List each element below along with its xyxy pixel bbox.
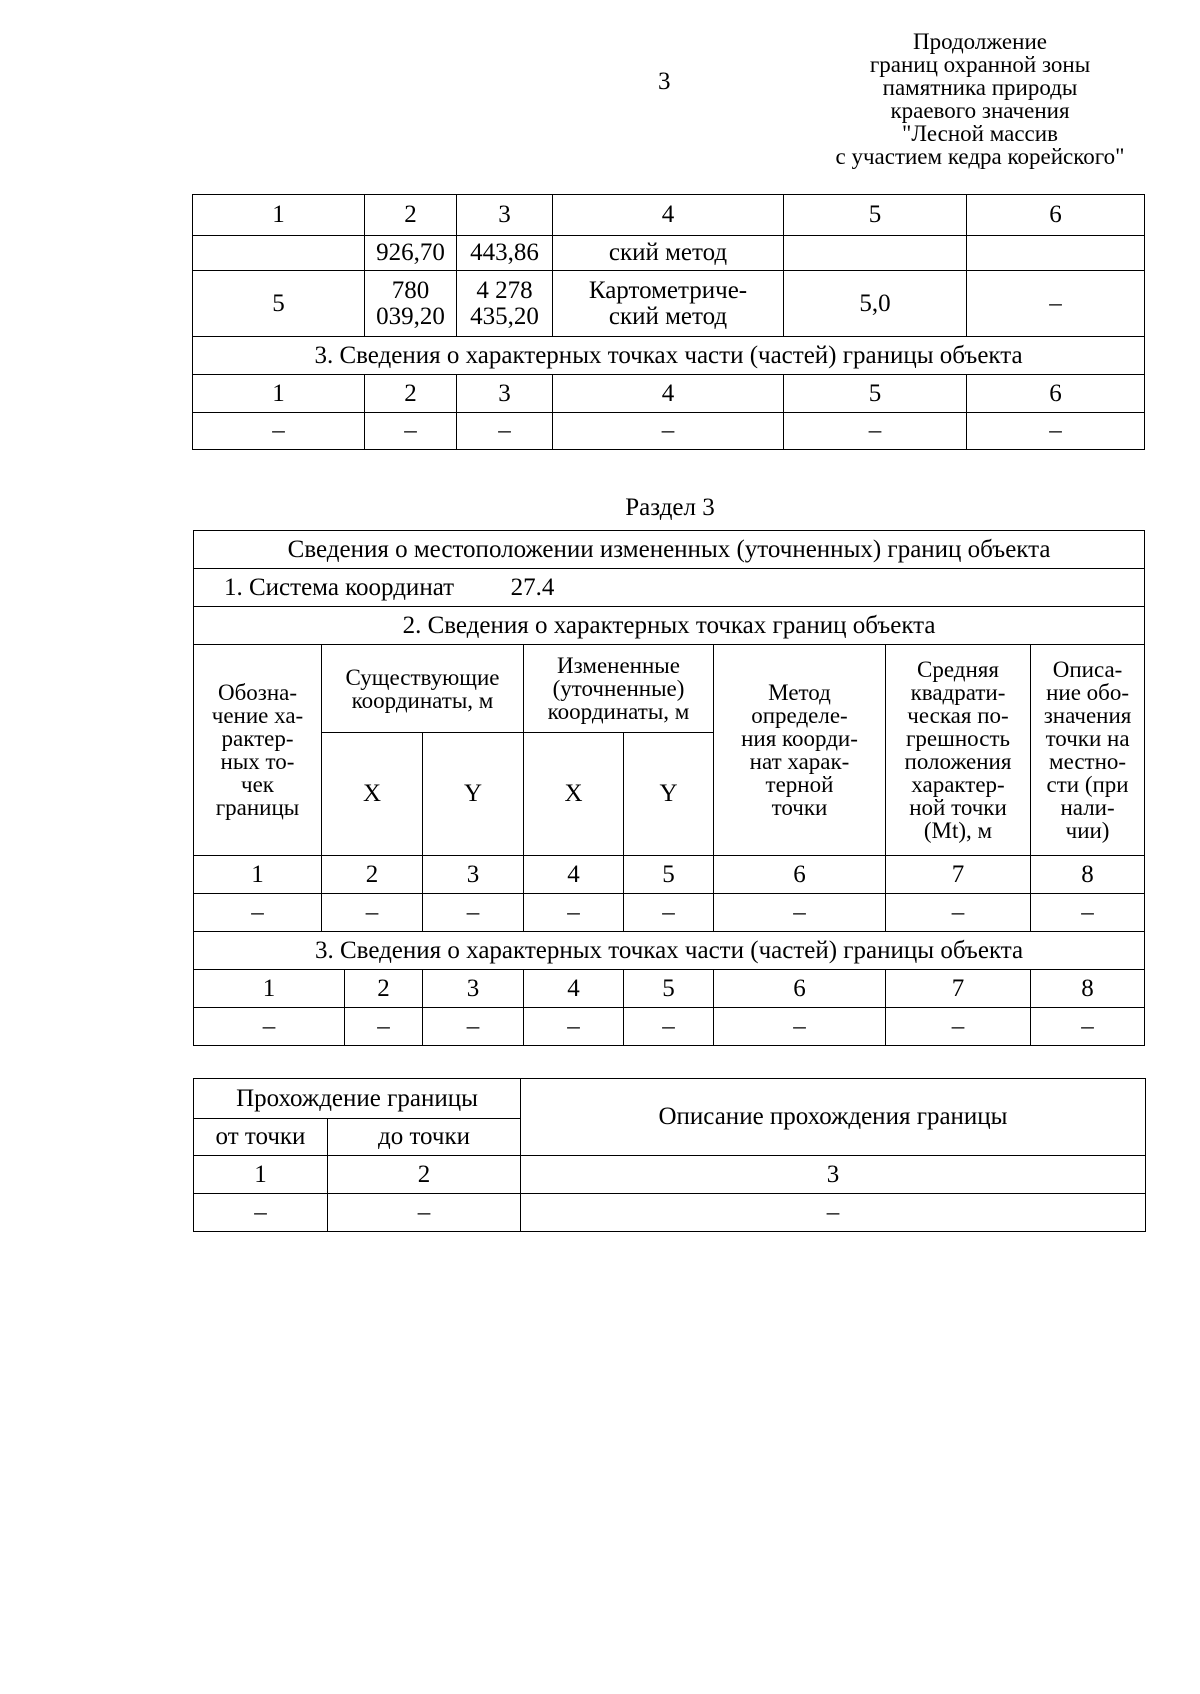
- table-cell: –: [521, 1194, 1146, 1232]
- table-cell: 3: [521, 1156, 1146, 1194]
- table-cell: –: [194, 894, 322, 932]
- table-cell: 1: [194, 970, 345, 1008]
- header-line: координаты, м: [547, 699, 690, 724]
- header-note-line: краевого значения: [890, 98, 1070, 123]
- table-row: [194, 856, 1145, 894]
- coord-x-line: 780: [391, 276, 430, 304]
- coord-y-line: 435,20: [470, 302, 539, 330]
- header-note: [815, 30, 1145, 168]
- table-cell: –: [457, 413, 553, 450]
- table-cell: –: [524, 894, 624, 932]
- header-x2: X: [524, 733, 624, 856]
- section-row: [193, 337, 1145, 375]
- table-cell: –: [714, 1008, 886, 1046]
- table-cell: –: [714, 894, 886, 932]
- section-heading: Раздел 3: [625, 494, 715, 521]
- header-method: [714, 645, 886, 856]
- header-passage: Прохождение границы: [194, 1079, 521, 1119]
- table-cell: –: [886, 894, 1031, 932]
- coord-y: [457, 271, 553, 337]
- coord-y-line: 4 278: [476, 276, 533, 304]
- header-line: Средняя: [917, 657, 999, 682]
- header-line: грешность: [906, 726, 1010, 751]
- description-value: –: [967, 271, 1145, 337]
- header-line: Описа-: [1052, 657, 1123, 682]
- table-cell: –: [194, 1008, 345, 1046]
- header-line: чии): [1065, 818, 1110, 843]
- page-number: 3: [658, 68, 671, 95]
- header-line: ческая по-: [907, 703, 1009, 728]
- table-cell: 6: [714, 970, 886, 1008]
- table-cell: 3: [423, 970, 524, 1008]
- header-existing-coords: [322, 645, 524, 733]
- header-y2: Y: [624, 733, 714, 856]
- header-line: положения: [904, 749, 1012, 774]
- table-cell: 8: [1031, 856, 1145, 894]
- table-cell: 1: [194, 856, 322, 894]
- header-line: значения: [1043, 703, 1132, 728]
- table-cell: –: [967, 413, 1145, 450]
- table-header-row: [193, 195, 1145, 236]
- table-cell: –: [1031, 894, 1145, 932]
- header-line: Метод: [768, 680, 831, 705]
- table-cell: 5: [784, 195, 967, 236]
- header-changed-coords: [524, 645, 714, 733]
- header-line: местно-: [1049, 749, 1127, 774]
- table-cell: –: [193, 413, 365, 450]
- boundary-table: [193, 1078, 1146, 1232]
- table-cell: 7: [886, 856, 1031, 894]
- section3-table: [193, 530, 1145, 1046]
- header-x: X: [322, 733, 423, 856]
- table-cell: 4: [524, 856, 624, 894]
- table-cell: –: [1031, 1008, 1145, 1046]
- table-cell: 4: [553, 195, 784, 236]
- section-caption: Сведения о местоположении измененных (уточненных) границ объекта: [194, 531, 1145, 569]
- table-row: [194, 1194, 1146, 1232]
- header-line: точки на: [1045, 726, 1130, 751]
- header-note-line: "Лесной массив: [902, 121, 1058, 146]
- table-cell: 2: [365, 375, 457, 413]
- points-title: 2. Сведения о характерных точках границ объекта: [194, 607, 1145, 645]
- header-line: характер-: [911, 772, 1005, 797]
- table-cell: 1: [193, 195, 365, 236]
- table-cell: 926,70: [365, 236, 457, 271]
- table-cell: [784, 236, 967, 271]
- header-designation: [194, 645, 322, 856]
- header-line: ных то-: [220, 749, 295, 774]
- method-line: ский метод: [608, 302, 728, 330]
- table-cell: 3: [457, 195, 553, 236]
- section-title: 3. Сведения о характерных точках части (частей) границы объекта: [193, 337, 1145, 375]
- table-cell: 6: [967, 375, 1145, 413]
- header-to-point: до точки: [328, 1119, 521, 1156]
- coord-system-label: 1. Система координат: [224, 573, 455, 601]
- point-number: 5: [193, 271, 365, 337]
- header-line: координаты, м: [351, 687, 494, 713]
- coord-system: [194, 569, 1145, 607]
- header-line: квадрати-: [910, 680, 1006, 705]
- table-cell: –: [784, 413, 967, 450]
- table-cell: –: [345, 1008, 423, 1046]
- header-from-point: от точки: [194, 1119, 328, 1156]
- table-cell: 2: [365, 195, 457, 236]
- header-line: рактер-: [221, 726, 294, 751]
- table-cell: 4: [553, 375, 784, 413]
- header-description: [1031, 645, 1145, 856]
- method-line: Картометриче-: [588, 276, 748, 304]
- table-cell: 1: [194, 1156, 328, 1194]
- table-cell: 1: [193, 375, 365, 413]
- header-line: терной: [765, 772, 834, 797]
- caption-row: [194, 531, 1145, 569]
- table-cell: –: [886, 1008, 1031, 1046]
- header-line: Обозна-: [217, 680, 298, 705]
- table-cell: 443,86: [457, 236, 553, 271]
- table-row: [194, 894, 1145, 932]
- table-cell: [193, 236, 365, 271]
- table-cell: –: [553, 413, 784, 450]
- header-line: (Mt), м: [923, 818, 993, 843]
- table-cell: [967, 236, 1145, 271]
- table-row: [193, 271, 1145, 337]
- header-line: (уточненные): [552, 676, 685, 701]
- table-cell: 2: [345, 970, 423, 1008]
- coord-x: [365, 271, 457, 337]
- table-cell: 6: [714, 856, 886, 894]
- header-line: ния коорди-: [741, 726, 858, 751]
- continuation-table: [192, 194, 1145, 450]
- header-line: чек: [241, 772, 274, 797]
- table-row: [194, 1156, 1146, 1194]
- table-row: [194, 970, 1145, 1008]
- header-line: нат харак-: [749, 749, 850, 774]
- header-line: чение ха-: [211, 703, 304, 728]
- header-line: ние обо-: [1046, 680, 1130, 705]
- header-note-line: памятника природы: [882, 75, 1078, 100]
- table-cell: –: [624, 1008, 714, 1046]
- table-row: [193, 375, 1145, 413]
- parts-title: 3. Сведения о характерных точках части (частей) границы объекта: [194, 932, 1145, 970]
- table-cell: 5: [624, 970, 714, 1008]
- table-row: [193, 413, 1145, 450]
- header-error: [886, 645, 1031, 856]
- error-value: 5,0: [784, 271, 967, 337]
- section-row: [194, 932, 1145, 970]
- coord-system-value: 27.4: [510, 573, 555, 601]
- header-note-line: с участием кедра корейского": [835, 144, 1125, 169]
- header-line: точки: [771, 795, 828, 820]
- header-line: нали-: [1060, 795, 1115, 820]
- table-cell: –: [423, 1008, 524, 1046]
- table-header-row: [194, 1079, 1146, 1119]
- header-line: ной точки: [909, 795, 1007, 820]
- table-cell: 8: [1031, 970, 1145, 1008]
- table-row: [193, 236, 1145, 271]
- table-cell: 2: [328, 1156, 521, 1194]
- table-cell: 4: [524, 970, 624, 1008]
- header-row: [194, 645, 1145, 733]
- table-cell: 6: [967, 195, 1145, 236]
- table-cell: –: [423, 894, 524, 932]
- header-line: сти (при: [1046, 772, 1129, 797]
- header-line: Существующие: [345, 664, 500, 690]
- table-cell: –: [524, 1008, 624, 1046]
- header-line: определе-: [751, 703, 848, 728]
- table-cell: 5: [624, 856, 714, 894]
- header-note-line: Продолжение: [913, 29, 1047, 54]
- header-note-line: границ охранной зоны: [869, 52, 1091, 77]
- coord-system-row: [194, 569, 1145, 607]
- points-title-row: [194, 607, 1145, 645]
- table-cell: 7: [886, 970, 1031, 1008]
- table-cell: –: [322, 894, 423, 932]
- table-cell: –: [365, 413, 457, 450]
- table-cell: –: [328, 1194, 521, 1232]
- header-y: Y: [423, 733, 524, 856]
- table-row: [194, 1008, 1145, 1046]
- header-line: Измененные: [557, 653, 680, 678]
- header-passage-description: Описание прохождения границы: [521, 1079, 1146, 1156]
- table-cell: 3: [457, 375, 553, 413]
- method: [553, 271, 784, 337]
- header-line: границы: [215, 795, 300, 820]
- table-cell: ский метод: [553, 236, 784, 271]
- table-cell: 3: [423, 856, 524, 894]
- table-cell: 2: [322, 856, 423, 894]
- table-cell: –: [194, 1194, 328, 1232]
- table-cell: –: [624, 894, 714, 932]
- table-cell: 5: [784, 375, 967, 413]
- coord-x-line: 039,20: [376, 302, 445, 330]
